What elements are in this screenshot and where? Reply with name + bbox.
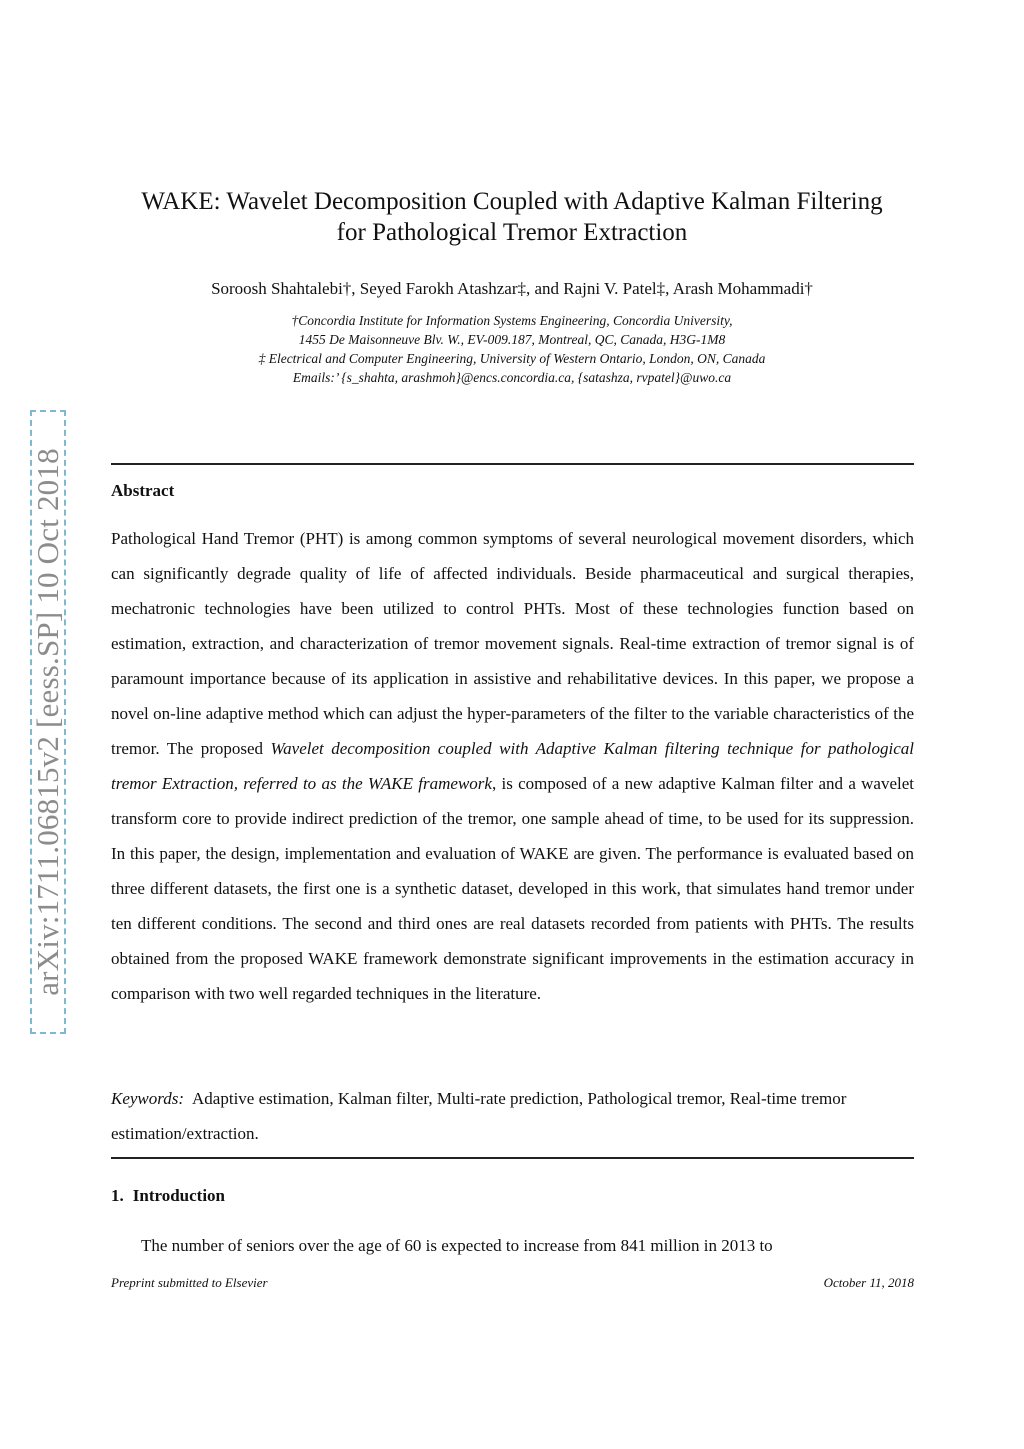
affiliation-line: Emails:’ {s_shahta, arashmoh}@encs.concordia.ca, {satashza, rvpatel}@uwo.ca: [292, 370, 732, 385]
keywords-label: Keywords:: [111, 1089, 185, 1108]
footer-date: October 11, 2018: [823, 1275, 914, 1290]
arxiv-identifier-text: arXiv:1711.06815v2 [eess.SP] 10 Oct 2018: [30, 448, 65, 996]
abstract-bottom-rule: [111, 1157, 914, 1159]
arxiv-identifier-stamp: [30, 410, 66, 1034]
abstract-text-part-2: , is composed of a new adaptive Kalman filter and a wavelet transform core to provide indirect prediction of the tremor, one sample ahead of time, to be used for its suppression. In this paper, the design, implementation and evaluation of WAKE are given. The performance is evaluated based on three different datasets, the first one is a synthetic dataset, developed in this work, that simulates hand tremor under ten different conditions. The second and third ones are real datasets recorded from patients with PHTs. The results obtained from the proposed WAKE framework demonstrate significant improvements in the estimation accuracy in comparison with two well regarded techniques in the literature.: [111, 774, 915, 1003]
paper-title-line-2: for Pathological Tremor Extraction: [336, 219, 688, 246]
paper-title-line-1: WAKE: Wavelet Decomposition Coupled with Adaptive Kalman Filtering: [141, 188, 883, 215]
affiliations: [100, 311, 924, 387]
paper-title: [100, 186, 924, 248]
keywords: [111, 1081, 914, 1151]
author-list: Soroosh Shahtalebi†, Seyed Farokh Atashzar‡, and Rajni V. Patel‡, Arash Mohammadi†: [211, 279, 813, 298]
introduction-paragraph: The number of seniors over the age of 60 is expected to increase from 841 million in 2013 to: [141, 1236, 773, 1255]
abstract-text-part-1: Pathological Hand Tremor (PHT) is among common symptoms of several neurological movement disorders, which can significantly degrade quality of life of affected individuals. Beside pharmaceutical and surgical therapies, mechatronic technologies have been utilized to control PHTs. Most of these technologies function based on estimation, extraction, and characterization of tremor movement signals. Real-time extraction of tremor signal is of paramount importance because of its application in assistive and rehabilitative devices. In this paper, we propose a novel on-line adaptive method which can adjust the hyper-parameters of the filter to the variable characteristics of the tremor. The proposed: [111, 529, 914, 758]
abstract-heading: Abstract: [111, 481, 175, 500]
keywords-text: Adaptive estimation, Kalman filter, Multi-rate prediction, Pathological tremor, Real-time tremor estimation/extraction.: [111, 1089, 847, 1143]
section-title: Introduction: [132, 1186, 226, 1205]
abstract-text-italic: Wavelet decomposition coupled with Adaptive Kalman filtering technique for pathological tremor Extraction, referred to as the WAKE framework: [111, 739, 914, 793]
affiliation-line: 1455 De Maisonneuve Blv. W., EV-009.187, Montreal, QC, Canada, H3G-1M8: [298, 332, 726, 347]
affiliation-line: ‡ Electrical and Computer Engineering, University of Western Ontario, London, ON, Canada: [258, 351, 766, 366]
footer-preprint-note: Preprint submitted to Elsevier: [111, 1275, 268, 1290]
abstract-top-rule: [111, 463, 914, 465]
section-number: 1.: [111, 1186, 124, 1205]
affiliation-line: †Concordia Institute for Information Systems Engineering, Concordia University,: [291, 313, 733, 328]
section-heading-introduction: [111, 1186, 225, 1206]
abstract-body: [111, 521, 914, 1011]
